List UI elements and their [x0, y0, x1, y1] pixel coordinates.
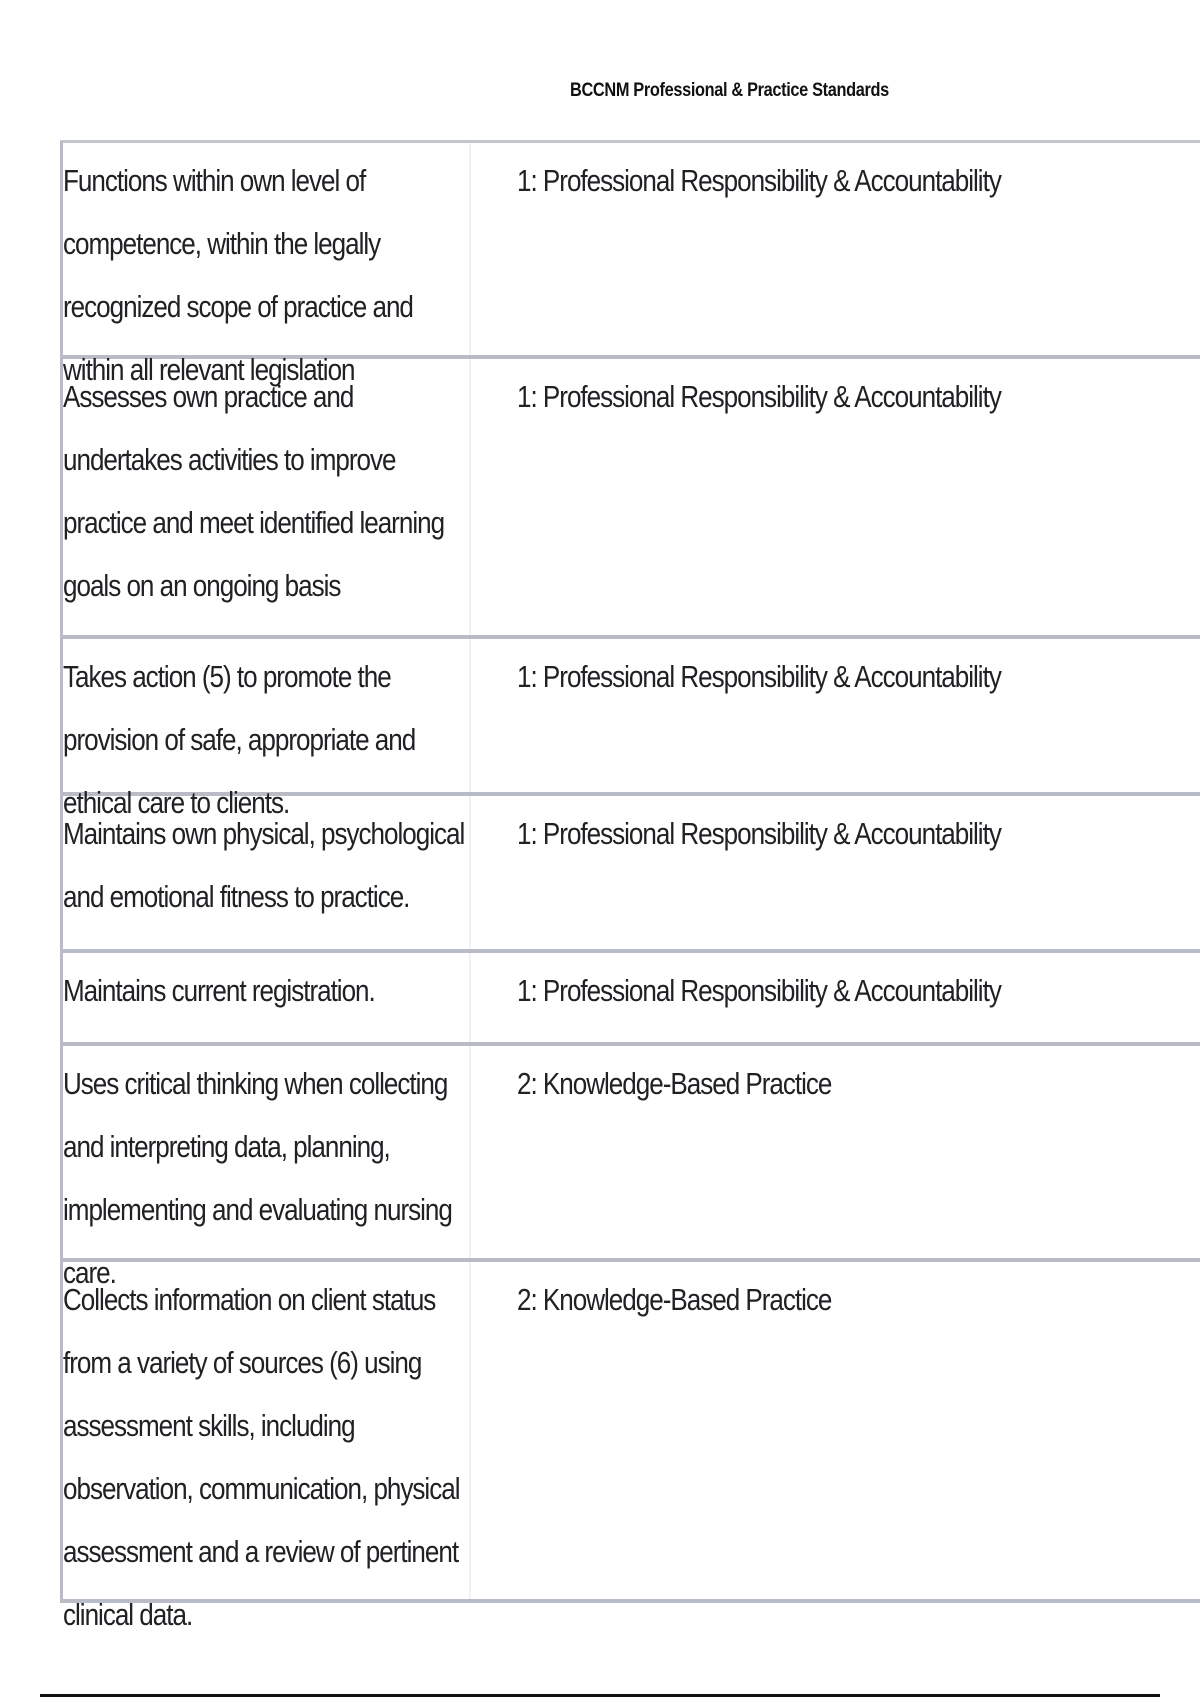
indicator-cell	[63, 1046, 471, 1290]
indicator-cell	[63, 796, 471, 949]
table-row	[63, 359, 1200, 639]
indicator-cell	[63, 143, 471, 387]
indicator-cell	[63, 953, 471, 1042]
standard-cell	[471, 796, 1200, 949]
indicator-text: Takes action (5) to promote the provision of safe, appropriate and ethical care to clients.	[63, 659, 416, 820]
standard-text: 1: Professional Responsibility & Accountability	[517, 659, 1001, 694]
page-title: BCCNM Professional & Practice Standards	[570, 80, 889, 101]
standards-table	[60, 140, 1200, 1632]
indicator-text: Collects information on client status from a variety of sources (6) using assessment skills, including observation, communication, physical assessment and a review of pertinent clinical data.	[63, 1282, 460, 1632]
table-row	[63, 143, 1200, 387]
standard-cell	[471, 1046, 1200, 1258]
standard-cell	[471, 1262, 1200, 1599]
standard-cell	[471, 143, 1200, 355]
indicator-text: Assesses own practice and undertakes activities to improve practice and meet identified learning goals on an ongoing basis	[63, 379, 445, 603]
indicator-text: Maintains own physical, psychological and emotional fitness to practice.	[63, 816, 465, 914]
indicator-text: Maintains current registration.	[63, 973, 375, 1008]
page-bottom-rule	[40, 1694, 1160, 1697]
standard-text: 1: Professional Responsibility & Accountability	[517, 379, 1001, 414]
table-row	[63, 1262, 1200, 1632]
table-row	[63, 953, 1200, 1046]
standard-text: 1: Professional Responsibility & Accountability	[517, 163, 1001, 198]
indicator-text: Uses critical thinking when collecting and interpreting data, planning, implementing and evaluating nursing care.	[63, 1066, 452, 1290]
standard-text: 2: Knowledge-Based Practice	[517, 1282, 832, 1317]
table-row	[63, 1046, 1200, 1290]
standard-text: 2: Knowledge-Based Practice	[517, 1066, 832, 1101]
indicator-cell	[63, 359, 471, 635]
standard-cell	[471, 953, 1200, 1042]
indicator-text: Functions within own level of competence, within the legally recognized scope of practice and within all relevant legislation	[63, 163, 413, 387]
standard-text: 1: Professional Responsibility & Accountability	[517, 973, 1001, 1008]
standard-cell	[471, 639, 1200, 792]
indicator-cell	[63, 639, 471, 820]
table-row	[63, 639, 1200, 820]
standard-cell	[471, 359, 1200, 635]
standard-text: 1: Professional Responsibility & Accountability	[517, 816, 1001, 851]
table-row	[63, 796, 1200, 953]
indicator-cell	[63, 1262, 471, 1632]
